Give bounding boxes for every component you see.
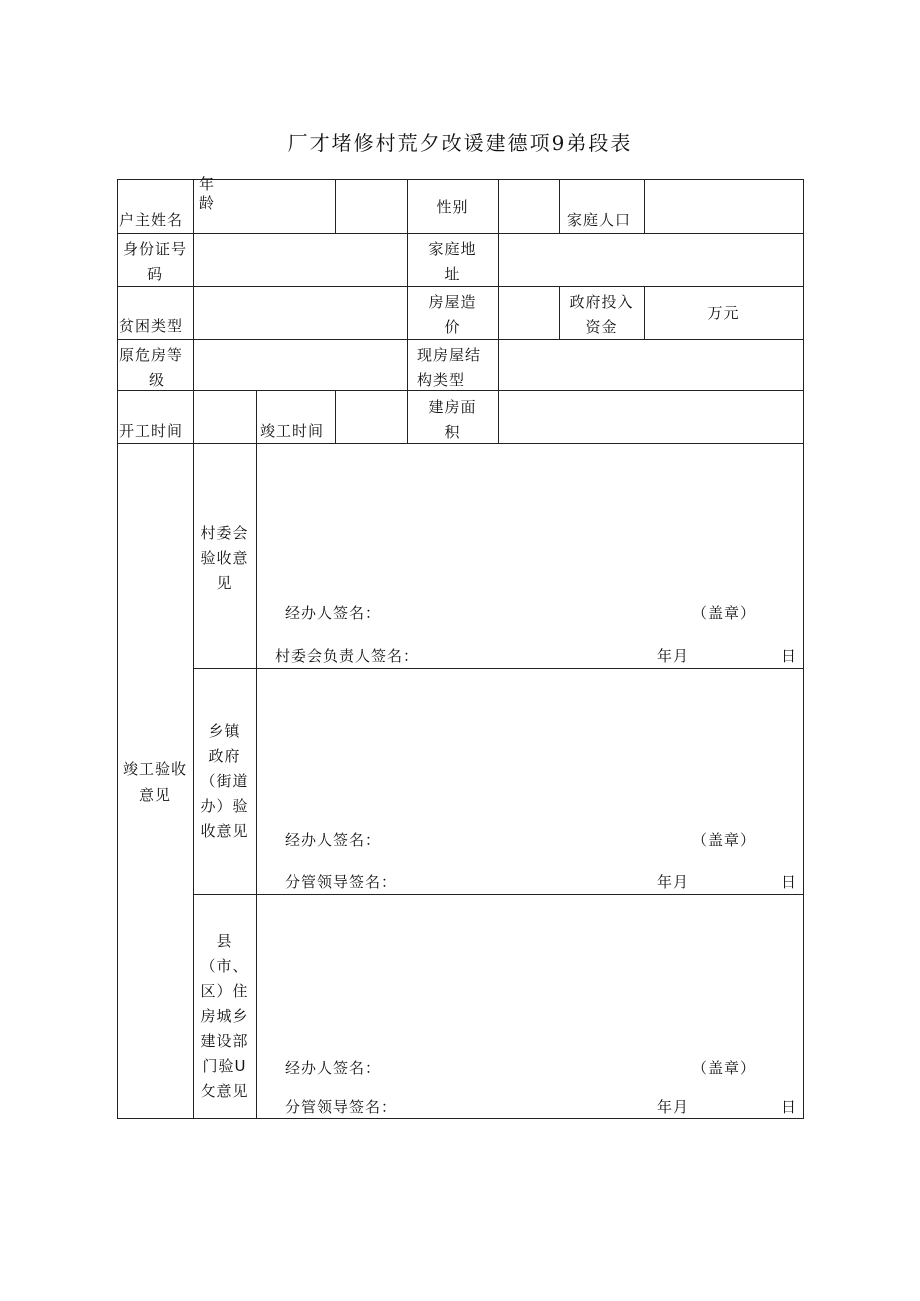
leader-signature-label: 分管领导签名： (285, 873, 398, 891)
day-label: 日 (781, 1098, 798, 1116)
gov-funds-label: 政府投入 资金 (569, 293, 634, 336)
house-cost-label: 房屋造 价 (428, 293, 477, 336)
day-label: 日 (781, 873, 798, 891)
leader-signature-label: 村委会负责人签名： (275, 647, 420, 665)
leader-signature-label: 分管领导签名： (285, 1098, 398, 1116)
unit-wanyuan: 万元 (707, 304, 740, 322)
completion-time-label: 竣工时间 (260, 422, 325, 440)
year-month-label: 年月 (657, 1098, 690, 1116)
handler-signature-label: 经办人签名： (285, 831, 382, 849)
family-size-label: 家庭人口 (567, 211, 632, 229)
handler-signature-label: 经办人签名： (285, 604, 382, 622)
id-number-label: 身份证号 码 (122, 240, 187, 283)
start-time-label: 开工时间 (119, 422, 184, 440)
handler-signature-label: 经办人签名： (285, 1059, 382, 1077)
age-label: 年 龄 (199, 175, 215, 212)
county-housing-opinion-label: 县 （市、 区）住 房城乡 建设部 门验U 攵意见 (200, 932, 249, 1100)
year-month-label: 年月 (657, 873, 690, 891)
gender-label: 性别 (436, 198, 469, 216)
year-month-label: 年月 (657, 647, 690, 665)
poverty-type-label: 贫困类型 (119, 317, 184, 335)
address-label: 家庭地 址 (428, 240, 477, 283)
day-label: 日 (781, 647, 798, 665)
completion-acceptance-label: 竣工验收 意见 (122, 760, 187, 804)
township-opinion-label: 乡镇 政府 （街道 办）验 收意见 (200, 722, 249, 840)
application-form-table (117, 175, 804, 1119)
seal-label: （盖章） (692, 1059, 757, 1077)
build-area-label: 建房面 积 (428, 398, 477, 441)
document-title: 厂才堵修村荒夕改谖建德项9弟段表 (287, 131, 633, 155)
orig-danger-level-label: 原危房等 级 (119, 346, 184, 389)
seal-label: （盖章） (692, 831, 757, 849)
current-structure-label: 现房屋结 构类型 (417, 346, 482, 389)
village-committee-opinion-label: 村委会 验收意 见 (200, 524, 249, 592)
seal-label: （盖章） (692, 604, 757, 622)
householder-name-label: 户主姓名 (119, 211, 184, 229)
